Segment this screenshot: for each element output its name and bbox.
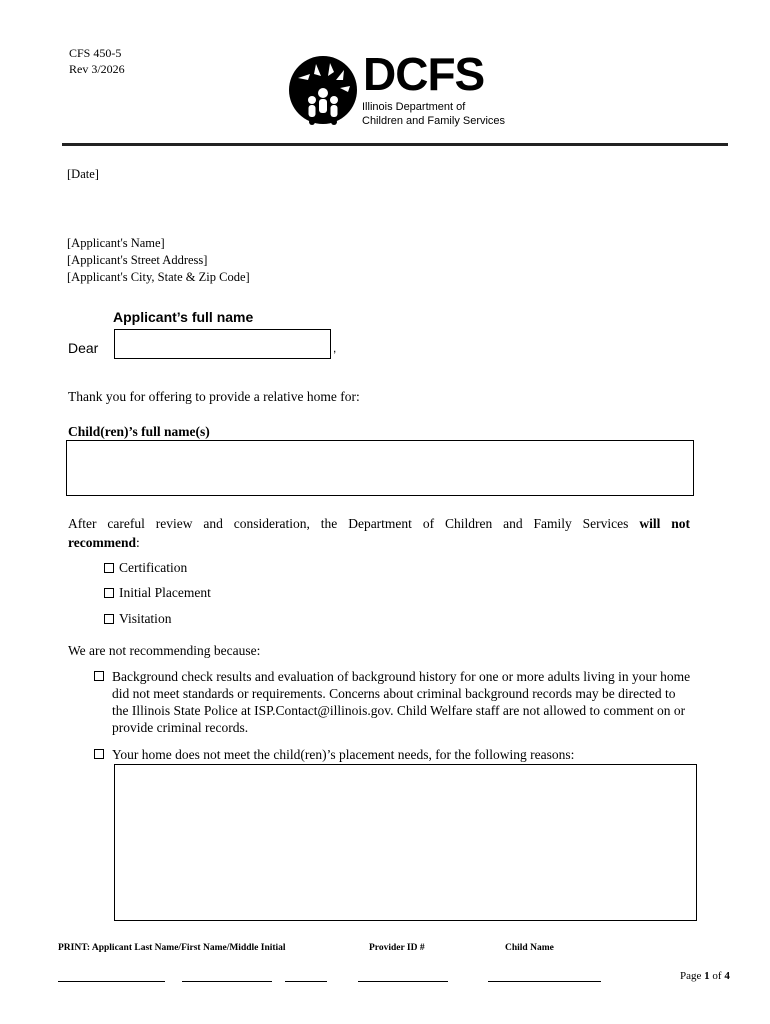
option-certification[interactable] xyxy=(104,559,187,577)
placement-needs-checkbox[interactable] xyxy=(94,749,104,759)
applicant-city-placeholder: [Applicant's City, State & Zip Code] xyxy=(67,270,250,284)
decision-will-not: will not xyxy=(639,516,690,531)
reasons-intro: We are not recommending because: xyxy=(68,643,261,658)
form-number: CFS 450-5 xyxy=(69,46,122,60)
applicant-name-input[interactable] xyxy=(114,329,331,359)
decision-text: After careful review and consideration, the Department of Children and Family Services xyxy=(68,516,640,531)
revision-date: Rev 3/2026 xyxy=(69,62,125,76)
header-divider xyxy=(62,143,728,146)
applicant-street-placeholder: [Applicant's Street Address] xyxy=(67,253,208,267)
placement-needs-reason: Your home does not meet the child(ren)’s placement needs, for the following reasons: xyxy=(112,747,575,762)
applicant-name-field-label: Applicant’s full name xyxy=(113,309,254,325)
agency-line-1: Illinois Department of xyxy=(362,101,466,113)
children-field-label: Child(ren)’s full name(s) xyxy=(68,424,210,439)
checkbox[interactable] xyxy=(104,563,114,573)
applicant-address-block xyxy=(67,235,250,286)
form-number-block xyxy=(69,45,125,77)
provider-id-signature-line[interactable] xyxy=(358,981,448,982)
decision-colon: : xyxy=(135,535,140,550)
logo-wordmark: DCFS xyxy=(363,48,485,100)
page-total: 4 xyxy=(724,970,730,982)
print-name-label: PRINT: Applicant Last Name/First Name/Middle Initial xyxy=(58,943,286,953)
background-check-reason: Background check results and evaluation of background history for one or more adults living in your home did not meet standards or requirements. Concerns about criminal background records may be directed to the Illinois State Police at ISP.Contact@illinois.gov. Child Welfare staff are not allowed to comment on or provide criminal records. xyxy=(112,669,691,735)
last-name-signature-line[interactable] xyxy=(58,981,165,982)
option-initial-placement[interactable] xyxy=(104,584,211,602)
middle-initial-signature-line[interactable] xyxy=(285,981,327,982)
background-check-checkbox[interactable] xyxy=(94,671,104,681)
child-name-label: Child Name xyxy=(505,943,554,953)
option-visitation[interactable] xyxy=(104,610,171,628)
page-current: 1 xyxy=(704,970,710,982)
option-label: Initial Placement xyxy=(119,585,211,600)
decision-recommend: recommend xyxy=(68,535,136,550)
child-name-signature-line[interactable] xyxy=(488,981,601,982)
dcfs-logo-icon xyxy=(288,50,358,130)
checkbox[interactable] xyxy=(104,614,114,624)
date-placeholder: [Date] xyxy=(67,167,99,181)
provider-id-label: Provider ID # xyxy=(369,943,425,953)
page-number xyxy=(680,970,730,982)
first-name-signature-line[interactable] xyxy=(182,981,272,982)
checkbox[interactable] xyxy=(104,588,114,598)
applicant-name-placeholder: [Applicant's Name] xyxy=(67,236,165,250)
agency-line-2: Children and Family Services xyxy=(362,115,506,127)
salutation-comma: , xyxy=(333,341,337,355)
placement-reasons-input[interactable] xyxy=(114,764,697,921)
decision-paragraph xyxy=(68,514,690,552)
option-label: Certification xyxy=(119,560,188,575)
dear-label: Dear xyxy=(68,340,99,356)
page-prefix: Page xyxy=(680,970,705,982)
page-of: of xyxy=(709,970,725,982)
option-label: Visitation xyxy=(119,611,172,626)
intro-text: Thank you for offering to provide a relative home for: xyxy=(68,389,360,404)
agency-name xyxy=(362,100,505,128)
children-names-input[interactable] xyxy=(66,440,694,496)
